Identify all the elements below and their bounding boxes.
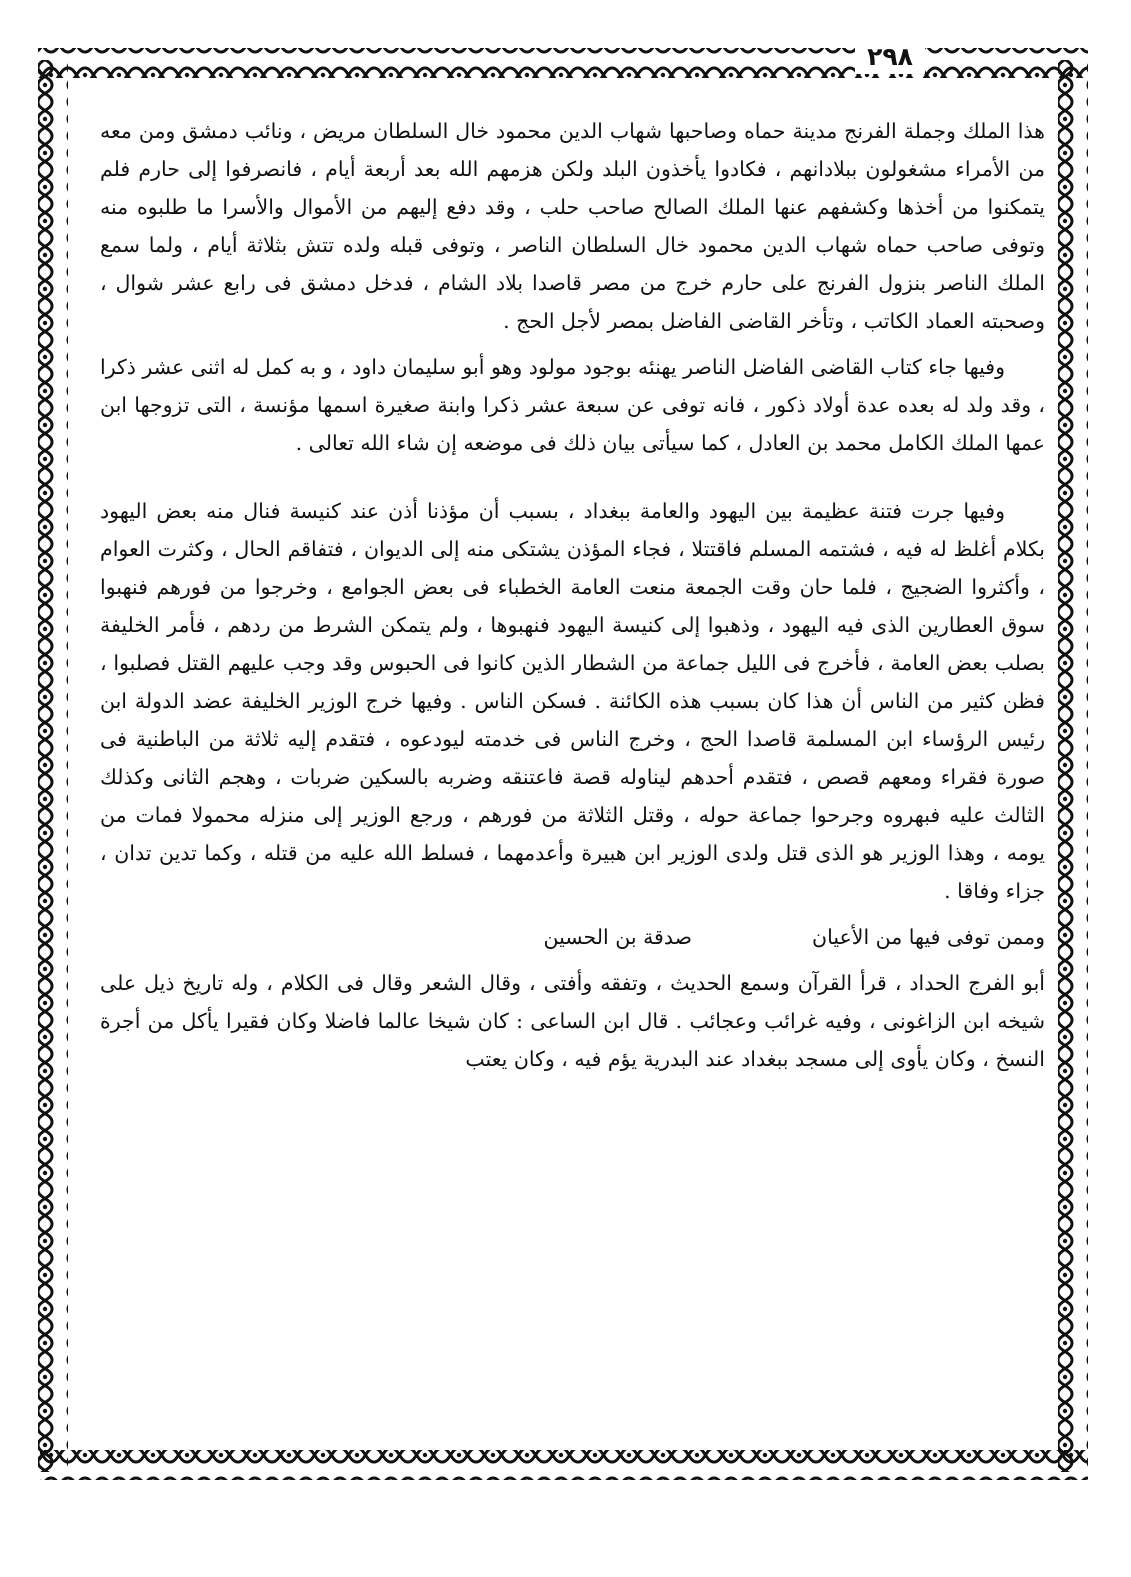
page-number: ٢٩٨ xyxy=(855,40,925,74)
obituary-heading xyxy=(100,918,1045,956)
obituary-name: صدقة بن الحسين xyxy=(543,925,693,949)
paragraph-spacer xyxy=(100,340,1045,348)
paragraph-1: هذا الملك وجملة الفرنج مدينة حماه وصاحبها شهاب الدين محمود خال السلطان مريض ، ونائب دمشق ومن معه من الأمراء مشغولون ببلادانهم ، فكادوا يأخذون البلد ولكن هزمهم الله بعد أربعة أيام ، فانصرفوا إلى حارم فلم يتمكنوا من أخذها وكشفهم عنها الملك الصالح صاحب حلب ، وقد دفع إليهم من الأموال والأسرا ما طلبوه منه وتوفى صاحب حماه شهاب الدين محمود خال السلطان الناصر ، وتوفى قبله ولده تتش بثلاثة أيام ، ولما سمع الملك الناصر بنزول الفرنج على حارم خرج من مصر قاصدا بلاد الشام ، فدخل دمشق فى رابع عشر شوال ، وصحبته العماد الكاتب ، وتأخر القاضى الفاضل بمصر لأجل الحج . xyxy=(100,119,1045,333)
paragraph-spacer xyxy=(100,462,1045,492)
obituary-lead: وممن توفى فيها من الأعيان xyxy=(812,925,1045,949)
page-body xyxy=(100,112,1045,1432)
paragraph-3: وفيها جرت فتنة عظيمة بين اليهود والعامة ببغداد ، بسبب أن مؤذنا أذن عند كنيسة فنال منه بعض اليهود بكلام أغلظ له فيه ، فشتمه المسلم فاقتتلا ، فجاء المؤذن يشتكى منه إلى الديوان ، فتفاقم الحال ، وكثرت العوام ، وأكثروا الضجيج ، فلما حان وقت الجمعة منعت العامة الخطباء فى بعض الجوامع ، وخرجوا من فورهم فنهبوا سوق العطارين الذى فيه اليهود ، وذهبوا إلى كنيسة اليهود فنهبوها ، ولم يتمكن الشرط من ردهم ، فأمر الخليفة بصلب بعض العامة ، فأخرج فى الليل جماعة من الشطار الذين كانوا فى الحبوس وقد وجب عليهم القتل فصلبوا ، فظن كثير من الناس أن هذا كان بسبب هذه الكائنة . فسكن الناس . وفيها خرج الوزير الخليفة عضد الدولة ابن رئيس الرؤساء ابن المسلمة قاصدا الحج ، وخرج الناس فى خدمته ليودعوه ، فتقدم إليه ثلاثة من الباطنية فى صورة فقراء ومعهم قصص ، فتقدم أحدهم ليناوله قصة فاعتنقه وضربه بالسكين ضربات ، وهجم الثانى وكذلك الثالث عليه فبهروه وجرحوا جماعة حوله ، وقتل الثلاثة من فورهم ، ورجع الوزير إلى منزله محمولا فمات من يومه ، وهذا الوزير هو الذى قتل ولدى الوزير ابن هبيرة وأعدمهما ، فسلط الله عليه من قتله ، وكما تدين تدان ، جزاء وفاقا . xyxy=(100,499,1045,903)
paragraph-2: وفيها جاء كتاب القاضى الفاضل الناصر يهنئه بوجود مولود وهو أبو سليمان داود ، و به كمل له اثنى عشر ذكرا ، وقد ولد له بعده عدة أولاد ذكور ، فانه توفى عن سبعة عشر ذكرا وابنة صغيرة اسمها مؤنسة ، التى تزوجها ابن عمها الملك الكامل محمد بن العادل ، كما سيأتى بيان ذلك فى موضعه إن شاء الله تعالى . xyxy=(100,355,1045,455)
paragraph-spacer xyxy=(100,910,1045,918)
paragraph-final: أبو الفرج الحداد ، قرأ القرآن وسمع الحديث ، وتفقه وأفتى ، وقال الشعر وقال فى الكلام ، وله تاريخ ذيل على شيخه ابن الزاغونى ، وفيه غرائب وعجائب . قال ابن الساعى : كان شيخا عالما فاضلا وكان فقيرا يأكل من أجرة النسخ ، وكان يأوى إلى مسجد ببغداد عند البدرية يؤم فيه ، وكان يعتب xyxy=(100,971,1045,1071)
paragraph-spacer xyxy=(100,956,1045,964)
